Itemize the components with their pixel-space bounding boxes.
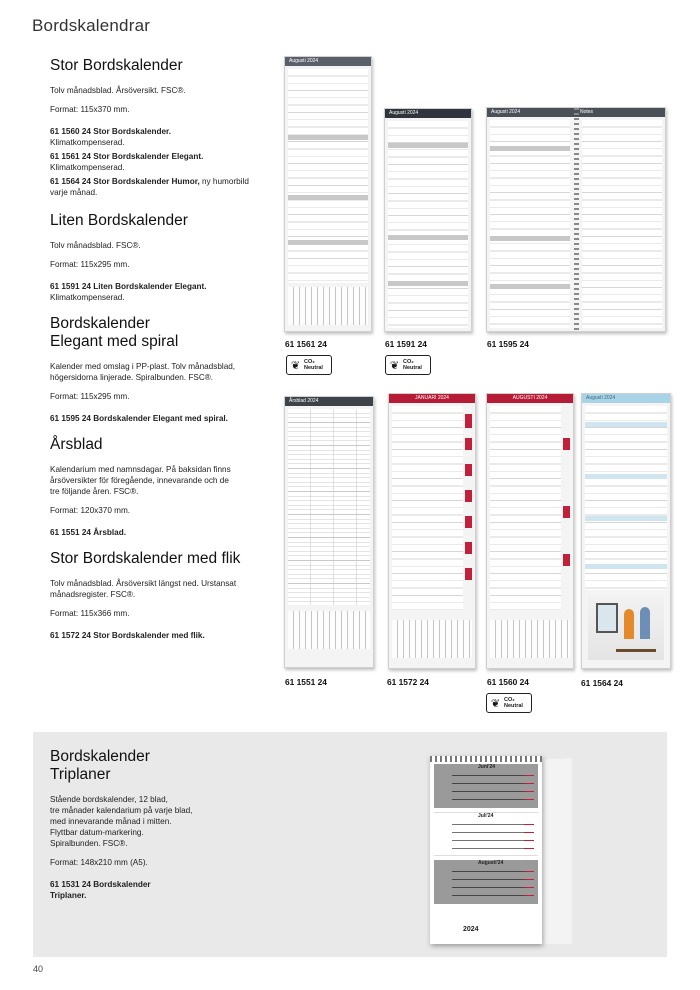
calendar-image-1572: JANUARI 2024 <box>388 393 476 669</box>
section-stor-med-flik <box>50 550 265 644</box>
product-code: 61 1561 24 <box>285 339 327 349</box>
product-code: 61 1595 24 <box>487 339 529 349</box>
section-description: Tolv månadsblad. FSC®. <box>50 241 141 250</box>
section-stor-bordskalender <box>50 57 265 201</box>
triplaner-panel <box>33 732 667 957</box>
spiral-rings <box>430 756 542 762</box>
section-description: Tolv månadsblad. Årsöversikt längst ned. Urstansat månadsregister. FSC®. <box>50 579 237 599</box>
section-liten-bordskalender <box>50 212 265 306</box>
section-heading: Stor Bordskalender med flik <box>50 550 241 567</box>
product-code: 61 1591 24 <box>385 339 427 349</box>
calendar-image-1561: Augusti 2024 <box>284 56 372 332</box>
section-elegant-spiral <box>50 315 265 427</box>
product-line: 61 1595 24 Bordskalender Elegant med spiral. <box>50 414 228 423</box>
calendar-image-1551: Årsblad 2024 <box>284 396 374 668</box>
page-number: 40 <box>33 964 44 974</box>
triplaner-text <box>50 748 270 904</box>
year-label: 2024 <box>463 926 479 933</box>
section-arsblad <box>50 436 265 541</box>
leaf-icon: ❦ <box>290 359 301 372</box>
product-code: 61 1560 24 <box>487 677 529 687</box>
page-title: Bordskalendrar <box>32 16 151 35</box>
product-line: 61 1560 24 Stor Bordskalender. Klimatkompenserad. <box>50 127 172 147</box>
section-description: Tolv månadsblad. Årsöversikt. FSC®. <box>50 86 186 95</box>
format-text: Format: 115x370 mm. <box>50 105 130 114</box>
product-code: 61 1572 24 <box>387 677 429 687</box>
calendar-image-1564: Augusti 2024 <box>581 393 671 669</box>
section-heading: Årsblad <box>50 436 103 453</box>
section-heading: Bordskalender Elegant med spiral <box>50 315 179 350</box>
co2-neutral-badge: ❦ CO₂ Neutral <box>486 693 532 713</box>
triplaner-image: Juni'24 Juli'24 Augusti'24 2024 <box>430 750 590 950</box>
product-line: 61 1531 24 Bordskalender Triplaner. <box>50 880 151 900</box>
product-line: 61 1572 24 Stor Bordskalender med flik. <box>50 631 205 640</box>
format-text: Format: 115x366 mm. <box>50 609 130 618</box>
format-text: Format: 120x370 mm. <box>50 506 131 515</box>
format-text: Format: 115x295 mm. <box>50 260 130 269</box>
section-heading: Bordskalender Triplaner <box>50 748 150 783</box>
calendar-image-1591: Augusti 2024 <box>384 108 472 332</box>
product-line: 61 1564 24 Stor Bordskalender Humor, ny humorbild varje månad. <box>50 177 249 197</box>
leaf-icon: ❦ <box>490 697 501 710</box>
section-heading: Liten Bordskalender <box>50 212 188 229</box>
product-line: 61 1561 24 Stor Bordskalender Elegant. Klimatkompenserad. <box>50 152 204 172</box>
format-text: Format: 115x295 mm. <box>50 392 130 401</box>
product-line: 61 1591 24 Liten Bordskalender Elegant. Klimatkompenserad. <box>50 282 207 302</box>
product-code: 61 1564 24 <box>581 678 623 688</box>
section-description: Stående bordskalender, 12 blad, tre månader kalendarium på varje blad, med innevarande månad i mitten. Flyttbar datum-markering. Spiralbunden. FSC®. <box>50 795 193 848</box>
calendar-image-1560: AUGUSTI 2024 <box>486 393 574 669</box>
co2-neutral-badge: ❦ CO₂ Neutral <box>385 355 431 375</box>
section-heading: Stor Bordskalender <box>50 57 183 74</box>
humor-illustration <box>588 595 664 660</box>
product-code: 61 1551 24 <box>285 677 327 687</box>
section-description: Kalendarium med namnsdagar. På baksidan finns årsöversikter för föregående, innevarande och de tre följande åren. FSC®. <box>50 465 231 496</box>
calendar-image-1595: Augusti 2024 Notes <box>486 107 666 332</box>
leaf-icon: ❦ <box>389 359 400 372</box>
product-line: 61 1551 24 Årsblad. <box>50 528 127 537</box>
section-description: Kalender med omslag i PP-plast. Tolv månadsblad, högersidorna linjerade. Spiralbunden. FSC®. <box>50 362 236 382</box>
co2-neutral-badge: ❦ CO₂ Neutral <box>286 355 332 375</box>
format-text: Format: 148x210 mm (A5). <box>50 858 148 867</box>
